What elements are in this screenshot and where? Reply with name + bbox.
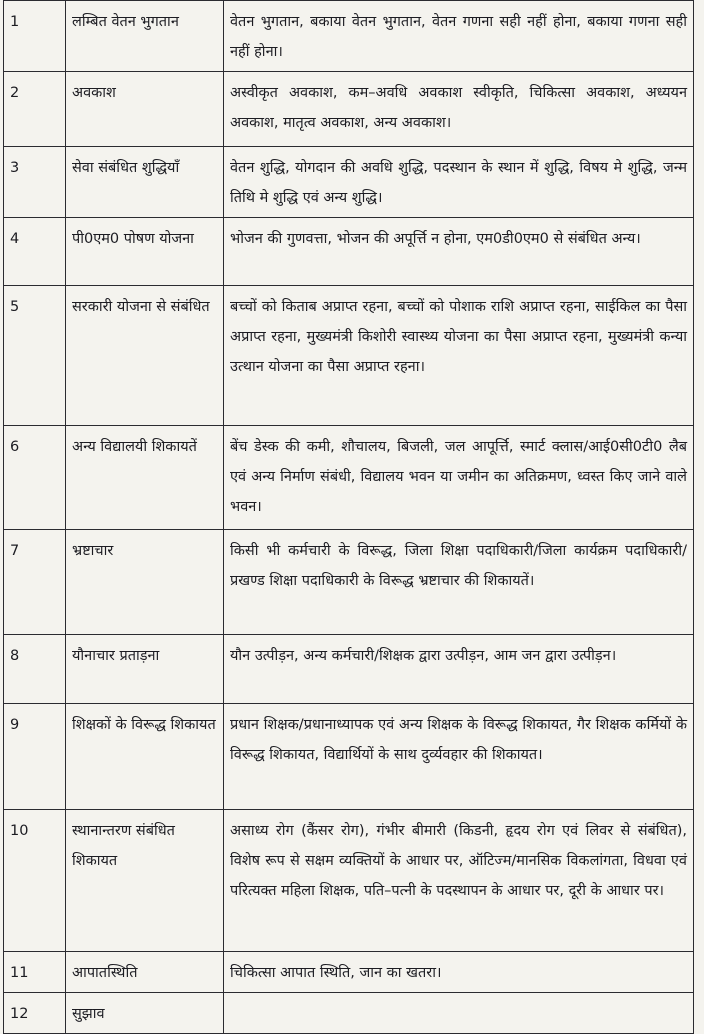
grievance-category-table [3, 0, 694, 1034]
table-row [4, 810, 694, 952]
category-cell: अन्य विद्यालयी शिकायतें [66, 426, 224, 530]
description-cell: भोजन की गुणवत्ता, भोजन की अपूर्त्ति न होना, एम0डी0एम0 से संबंधित अन्य। [224, 218, 694, 286]
table-row [4, 147, 694, 218]
category-cell: स्थानान्तरण संबंधित शिकायत [66, 810, 224, 952]
table-row [4, 993, 694, 1034]
table-row [4, 530, 694, 635]
row-number: 9 [4, 704, 66, 810]
description-cell: किसी भी कर्मचारी के विरूद्ध, जिला शिक्षा पदाधिकारी/जिला कार्यक्रम पदाधिकारी/प्रखण्ड शिक्षा पदाधिकारी के विरूद्ध भ्रष्टाचार की शिकायतें। [224, 530, 694, 635]
row-number: 1 [4, 1, 66, 72]
row-number: 2 [4, 72, 66, 147]
category-cell: सेवा संबंधित शुद्धियाँ [66, 147, 224, 218]
description-cell: असाध्य रोग (कैंसर रोग), गंभीर बीमारी (किडनी, हृदय रोग एवं लिवर से संबंधित), विशेष रूप से सक्षम व्यक्तियों के आधार पर, ऑटिज्म/मानसिक विकलांगता, विधवा एवं परित्यक्त महिला शिक्षक, पति–पत्नी के पदस्थापन के आधार पर, दूरी के आधार पर। [224, 810, 694, 952]
category-cell: शिक्षकों के विरूद्ध शिकायत [66, 704, 224, 810]
table-row [4, 218, 694, 286]
description-cell: वेतन भुगतान, बकाया वेतन भुगतान, वेतन गणना सही नहीं होना, बकाया गणना सही नहीं होना। [224, 1, 694, 72]
row-number: 11 [4, 952, 66, 993]
table-row [4, 426, 694, 530]
description-cell: चिकित्सा आपात स्थिति, जान का खतरा। [224, 952, 694, 993]
table-row [4, 635, 694, 704]
row-number: 7 [4, 530, 66, 635]
category-cell: सरकारी योजना से संबंधित [66, 286, 224, 426]
category-cell: लम्बित वेतन भुगतान [66, 1, 224, 72]
row-number: 5 [4, 286, 66, 426]
category-cell: भ्रष्टाचार [66, 530, 224, 635]
row-number: 10 [4, 810, 66, 952]
row-number: 6 [4, 426, 66, 530]
category-cell: पी0एम0 पोषण योजना [66, 218, 224, 286]
description-cell: अस्वीकृत अवकाश, कम–अवधि अवकाश स्वीकृति, चिकित्सा अवकाश, अध्ययन अवकाश, मातृत्व अवकाश, अन्य अवकाश। [224, 72, 694, 147]
description-cell: वेतन शुद्धि, योगदान की अवधि शुद्धि, पदस्थान के स्थान में शुद्धि, विषय मे शुद्धि, जन्म तिथि मे शुद्धि एवं अन्य शुद्धि। [224, 147, 694, 218]
table-row [4, 72, 694, 147]
table-row [4, 952, 694, 993]
description-cell: बच्चों को किताब अप्राप्त रहना, बच्चों को पोशाक राशि अप्राप्त रहना, साईकिल का पैसा अप्राप्त रहना, मुख्यमंत्री किशोरी स्वास्थ्य योजना का पैसा अप्राप्त रहना, मुख्यमंत्री कन्या उत्थान योजना का पैसा अप्राप्त रहना। [224, 286, 694, 426]
description-cell: प्रधान शिक्षक/प्रधानाध्यापक एवं अन्य शिक्षक के विरूद्ध शिकायत, गैर शिक्षक कर्मियों के विरूद्ध शिकायत, विद्यार्थियों के साथ दुर्व्यवहार की शिकायत। [224, 704, 694, 810]
table-row [4, 286, 694, 426]
description-cell: यौन उत्पीड़न, अन्य कर्मचारी/शिक्षक द्वारा उत्पीड़न, आम जन द्वारा उत्पीड़न। [224, 635, 694, 704]
row-number: 4 [4, 218, 66, 286]
description-cell [224, 993, 694, 1034]
category-cell: यौनाचार प्रताड़ना [66, 635, 224, 704]
row-number: 12 [4, 993, 66, 1034]
row-number: 8 [4, 635, 66, 704]
table-row [4, 704, 694, 810]
description-cell: बेंच डेस्क की कमी, शौचालय, बिजली, जल आपूर्त्ति, स्मार्ट क्लास/आई0सी0टी0 लैब एवं अन्य निर्माण संबंधी, विद्यालय भवन या जमीन का अतिक्रमण, ध्वस्त किए जाने वाले भवन। [224, 426, 694, 530]
category-cell: सुझाव [66, 993, 224, 1034]
row-number: 3 [4, 147, 66, 218]
category-cell: आपातस्थिति [66, 952, 224, 993]
document-page [3, 0, 697, 1024]
category-cell: अवकाश [66, 72, 224, 147]
table-row [4, 1, 694, 72]
